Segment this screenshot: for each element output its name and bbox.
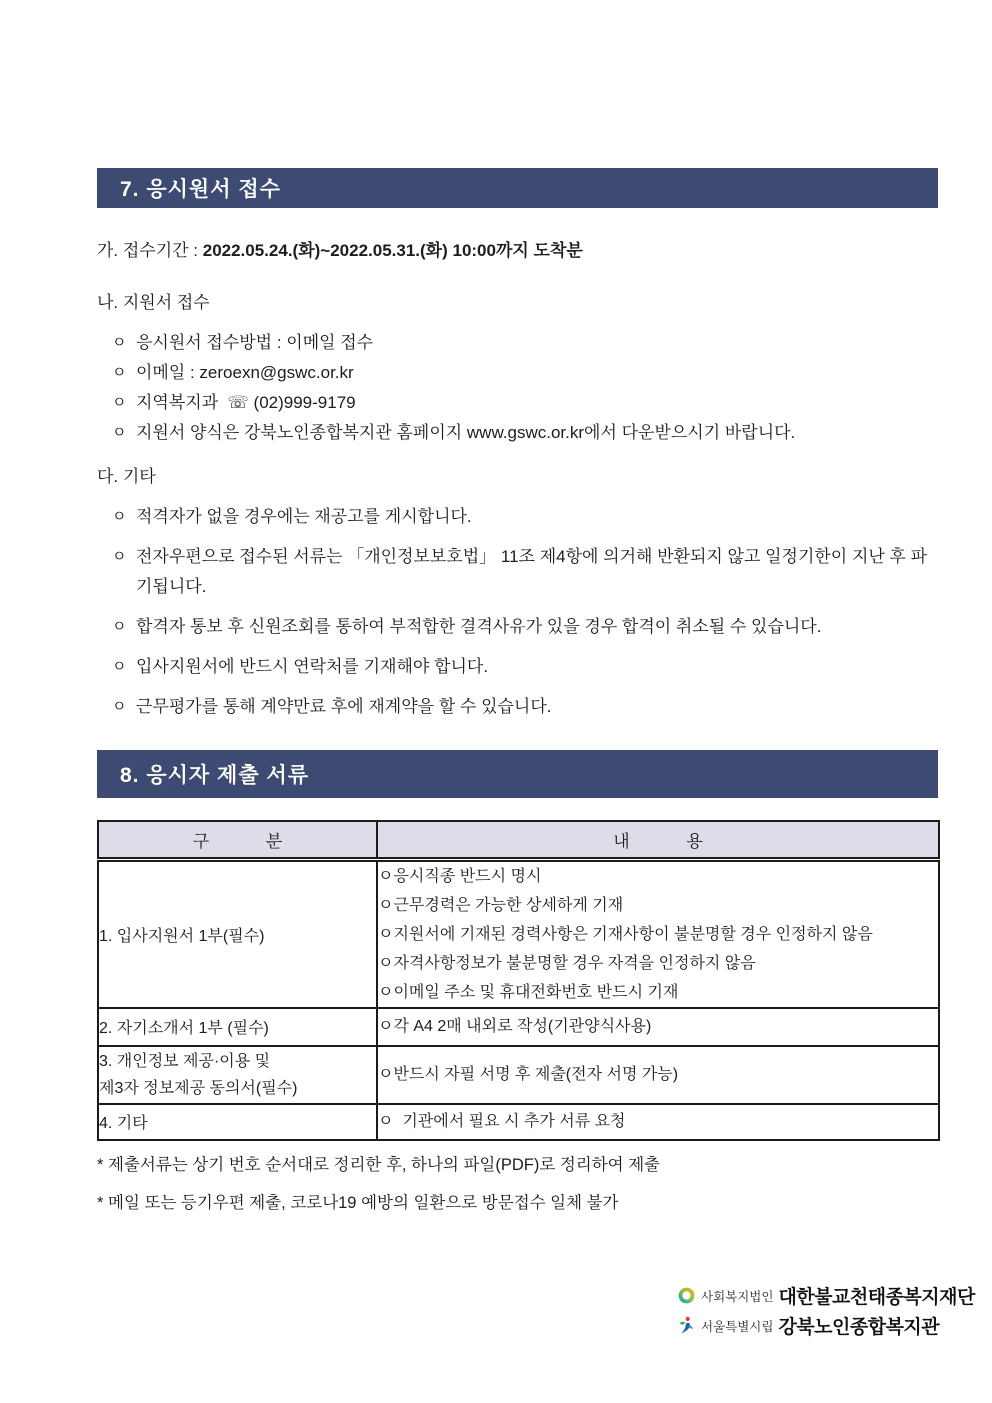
submission-documents-area — [97, 820, 938, 1226]
submission-documents-table — [97, 820, 940, 1141]
da-label: 다. 기타 — [97, 467, 156, 486]
circle-bullet: ㅇ — [112, 424, 127, 441]
bullet-text-email: 이메일 : zeroexn@gswc.or.kr — [136, 363, 354, 382]
row4-category: 4. 기타 — [98, 1104, 377, 1140]
row1-category: 1. 입사지원서 1부(필수) — [98, 859, 377, 1008]
bullet-text: 입사지원서에 반드시 연락처를 기재해야 합니다. — [136, 657, 489, 676]
table-row — [98, 1104, 939, 1140]
footnotes — [97, 1150, 938, 1218]
row3-category-line1: 3. 개인정보 제공·이용 및 — [99, 1052, 271, 1070]
table-row — [98, 1046, 939, 1104]
bullet-item — [97, 388, 938, 418]
column-header-category: 구 분 — [98, 821, 377, 859]
ring-logo-icon — [677, 1286, 696, 1305]
row2-content — [377, 1008, 939, 1046]
seoul-welfare-logo-icon — [677, 1316, 696, 1335]
circle-bullet: ㅇ — [112, 334, 127, 351]
circle-bullet: ㅇ — [112, 394, 127, 411]
bullet-text-phone: 지역복지과 ☏ (02)999-9179 — [136, 393, 356, 412]
org2-name: 강북노인종합복지관 — [778, 1317, 940, 1338]
bullet-text-website: 지원서 양식은 강북노인종합복지관 홈페이지 www.gswc.or.kr에서 다운받으시기 바랍니다. — [136, 423, 796, 442]
table-row — [98, 859, 939, 1008]
row1-content — [377, 859, 939, 1008]
bullet-item — [97, 612, 938, 642]
bullet-item — [97, 358, 938, 388]
bullet-item — [97, 652, 938, 682]
footnote: * 제출서류는 상기 번호 순서대로 정리한 후, 하나의 파일(PDF)로 정리하여 제출 — [97, 1155, 661, 1174]
row3-category — [98, 1046, 377, 1104]
circle-bullet: ㅇ — [112, 658, 127, 675]
org2-prefix: 서울특별시립 — [701, 1319, 774, 1334]
table-row — [98, 1008, 939, 1046]
bullet-item — [97, 692, 938, 722]
section7-title-bar — [97, 168, 938, 208]
row2-item: ㅇ각 A4 2매 내외로 작성(기관양식사용) — [378, 1018, 652, 1035]
circle-bullet: ㅇ — [112, 364, 127, 381]
bullet-item — [97, 502, 938, 532]
etc-block — [97, 462, 938, 732]
row4-item: ㅇ 기관에서 필요 시 추가 서류 요청 — [378, 1113, 626, 1130]
bullet-item — [97, 418, 938, 448]
na-label: 나. 지원서 접수 — [97, 293, 210, 312]
bullet-text: 합격자 통보 후 신원조회를 통하여 부적합한 결격사유가 있을 경우 합격이 취소될 수 있습니다. — [136, 617, 822, 636]
bullet-item — [97, 328, 938, 358]
org1-prefix: 사회복지법인 — [701, 1289, 774, 1304]
org1-name: 대한불교천태종복지재단 — [778, 1287, 975, 1308]
bullet-text: 근무평가를 통해 계약만료 후에 재계약을 할 수 있습니다. — [136, 697, 552, 716]
reception-period-label: 가. 접수기간 : — [97, 241, 203, 260]
row1-item: ㅇ자격사항정보가 불분명할 경우 자격을 인정하지 않음 — [378, 954, 756, 972]
row3-category-line2: 제3자 정보제공 동의서(필수) — [99, 1079, 298, 1097]
circle-bullet: ㅇ — [112, 698, 127, 715]
footer-logos — [677, 1282, 975, 1339]
circle-bullet: ㅇ — [112, 618, 127, 635]
bullet-text: 적격자가 없을 경우에는 재공고를 게시합니다. — [136, 507, 472, 526]
row3-content — [377, 1046, 939, 1104]
section7-title: 7. 응시원서 접수 — [120, 178, 281, 201]
circle-bullet: ㅇ — [112, 548, 127, 565]
table-header-row — [98, 821, 939, 859]
org-line-welfare-center — [677, 1312, 975, 1339]
row4-content — [377, 1104, 939, 1140]
row3-item: ㅇ반드시 자필 서명 후 제출(전자 서명 가능) — [378, 1066, 679, 1083]
section8-title-bar — [97, 750, 938, 798]
column-header-content: 내 용 — [377, 821, 939, 859]
footnote: * 메일 또는 등기우편 제출, 코로나19 예방의 일환으로 방문접수 일체 불가 — [97, 1193, 619, 1212]
row1-item: ㅇ응시직종 반드시 명시 — [378, 867, 542, 885]
bullet-text: 전자우편으로 접수된 서류는 「개인정보보호법」 11조 제4항에 의거해 반환되지 않고 일정기한이 지난 후 파기됩니다. — [136, 547, 928, 596]
bullet-item — [97, 542, 938, 602]
row1-item: ㅇ이메일 주소 및 휴대전화번호 반드시 기재 — [378, 983, 679, 1001]
reception-period-line — [97, 238, 938, 264]
application-submission-block — [97, 288, 938, 448]
reception-period-value: 2022.05.24.(화)~2022.05.31.(화) 10:00까지 도착분 — [202, 241, 583, 260]
bullet-text: 응시원서 접수방법 : 이메일 접수 — [136, 333, 374, 352]
circle-bullet: ㅇ — [112, 508, 127, 525]
section8-title: 8. 응시자 제출 서류 — [120, 764, 310, 787]
org-line-foundation — [677, 1282, 975, 1309]
row2-category: 2. 자기소개서 1부 (필수) — [98, 1008, 377, 1046]
row1-item: ㅇ지원서에 기재된 경력사항은 기재사항이 불분명할 경우 인정하지 않음 — [378, 925, 873, 943]
row1-item: ㅇ근무경력은 가능한 상세하게 기재 — [378, 896, 624, 914]
